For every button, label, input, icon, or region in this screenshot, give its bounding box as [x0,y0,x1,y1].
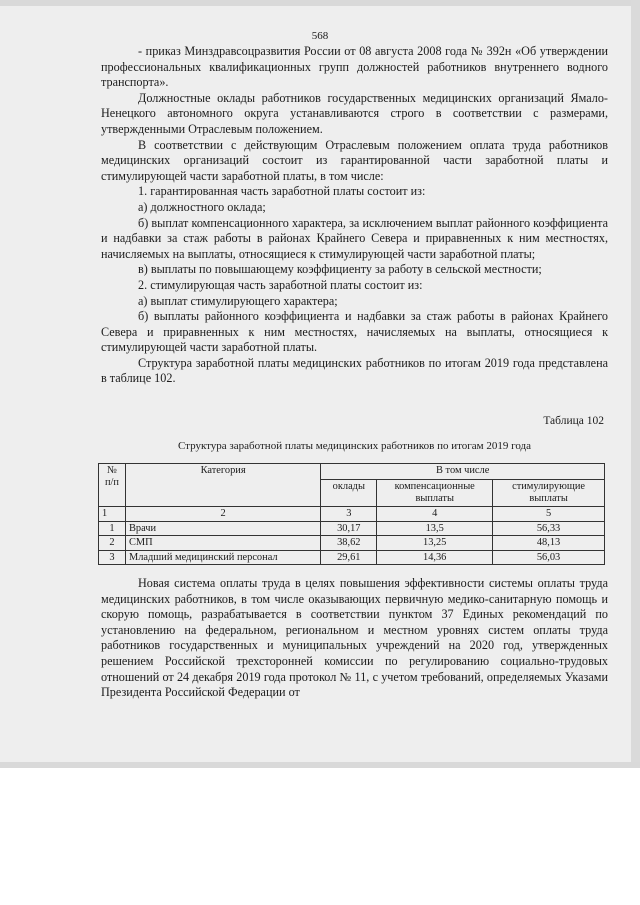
index-cell: 5 [493,507,605,522]
paragraph: Должностные оклады работников государственных медицинских организаций Ямало-Ненецкого автономного округа устанавливаются строго в соответствии с размерами, утвержденными Отраслевым положением. [101,90,608,136]
paragraph: б) выплаты районного коэффициента и надбавки за стаж работы в районах Крайнего Севера и приравненных к ним местностях, начисляемых на выплаты, относящиеся к стимулирующей части заработной платы. [101,309,608,355]
row-compensation: 14,36 [377,550,493,565]
header-salaries: оклады [321,480,377,507]
paragraph: б) выплат компенсационного характера, за исключением выплат районного коэффициента и надбавки за стаж работы в районах Крайнего Севера и приравненных к ним местностях, начисляемых на выплаты, относящиеся к стимулирующей части заработной платы; [101,215,608,261]
row-compensation: 13,5 [377,521,493,536]
row-salaries: 30,17 [321,521,377,536]
table-header-row [99,464,605,480]
header-incentive: стимулирующие выплаты [493,480,605,507]
paragraph: а) выплат стимулирующего характера; [138,293,338,308]
row-compensation: 13,25 [377,536,493,551]
table-row [99,536,605,551]
body-text-bottom [101,576,608,701]
body-text-top [101,44,608,387]
index-cell: 4 [377,507,493,522]
row-num: 1 [99,521,126,536]
index-cell: 3 [321,507,377,522]
index-cell: 1 [99,507,126,522]
paragraph: Структура заработной платы медицинских работников по итогам 2019 года представлена в таблице 102. [101,355,608,386]
table-row [99,550,605,565]
paragraph: - приказ Минздравсоцразвития России от 08 августа 2008 года № 392н «Об утверждении профессиональных квалификационных групп должностей работников внутреннего водного транспорта». [101,44,608,90]
header-compensation: компенсационные выплаты [377,480,493,507]
row-category: СМП [125,536,320,551]
paragraph: Новая система оплаты труда в целях повышения эффективности системы оплаты труда медицинских работников, в том числе оказывающих первичную медико-санитарную помощь и скорую помощь, разрабатывается в соответствии пунктом 37 Единых рекомендаций по установлению на федеральном, региональном и местном уровнях систем оплаты труда работников государственных и муниципальных учреждений на 2020 год, утвержденных решением Российской трехсторонней комиссии по регулированию социально-трудовых отношений от 24 декабря 2019 года протокол № 11, с учетом требований, определяемых Указами Президента Российской Федерации от [101,576,608,700]
table-number: Таблица 102 [543,415,604,427]
table-row [99,521,605,536]
scan-border-bottom [0,762,640,768]
paragraph: в) выплаты по повышающему коэффициенту за работу в сельской местности; [138,262,542,277]
scan-border-top [0,0,640,6]
row-num: 2 [99,536,126,551]
page-number: 568 [311,30,329,42]
header-category: Категория [125,464,320,507]
row-category: Младший медицинский персонал [125,550,320,565]
table-caption: Структура заработной платы медицинских работников по итогам 2019 года [177,440,532,452]
row-salaries: 29,61 [321,550,377,565]
paragraph: 2. стимулирующая часть заработной платы состоит из: [138,277,423,292]
paragraph: 1. гарантированная часть заработной платы состоит из: [138,184,426,199]
header-group: В том числе [321,464,605,480]
scan-border-right [631,0,640,768]
paragraph: а) должностного оклада; [138,199,266,214]
row-incentive: 56,03 [493,550,605,565]
table-index-row [99,507,605,522]
row-salaries: 38,62 [321,536,377,551]
row-incentive: 56,33 [493,521,605,536]
row-num: 3 [99,550,126,565]
row-incentive: 48,13 [493,536,605,551]
row-category: Врачи [125,521,320,536]
header-num: № п/п [99,464,126,507]
salary-structure-table [98,463,605,565]
paragraph: В соответствии с действующим Отраслевым положением оплата труда работников медицинских организаций состоит из гарантированной части заработной платы и стимулирующей части заработной платы, в том числе: [101,137,608,183]
index-cell: 2 [125,507,320,522]
